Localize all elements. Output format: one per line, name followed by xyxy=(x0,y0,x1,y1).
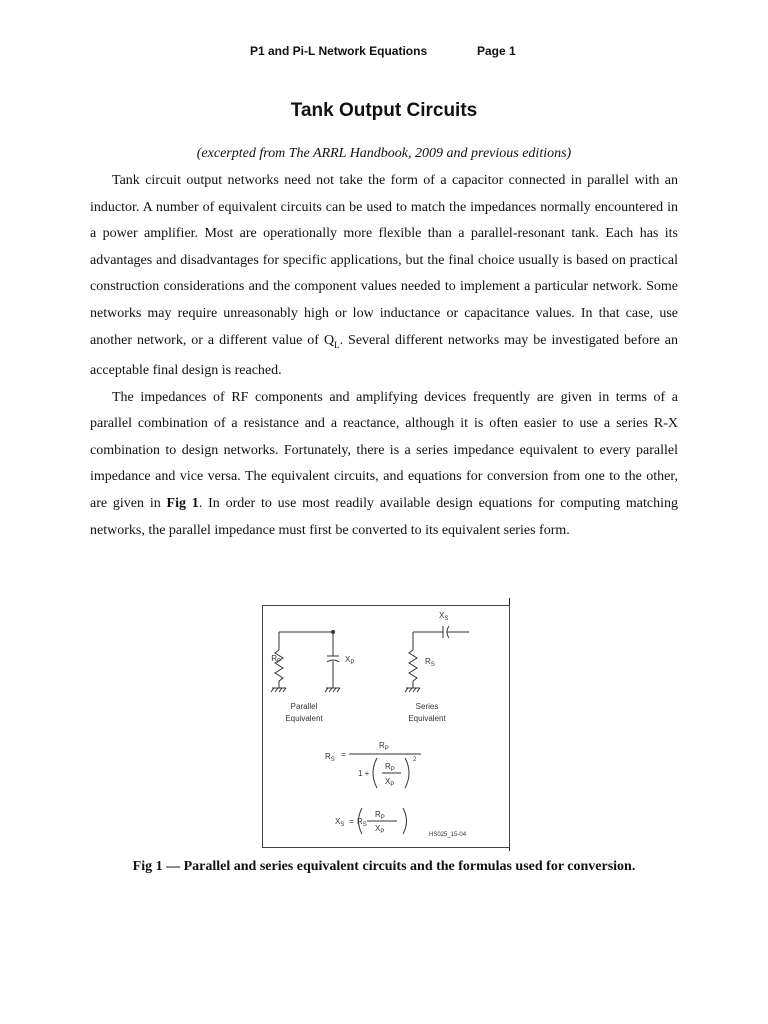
body-text xyxy=(90,168,678,544)
page-header xyxy=(0,44,768,64)
formula2-rs xyxy=(357,817,367,828)
paragraph-2-text: The impedances of RF components and amplifying devices frequently are given in terms of a parallel combination of a resistance and a reactance, although it is often easier to use a series R-X combination to design networks. Fortunately, there is a series impedance equivalent to every parallel impedance and vice versa. The equivalent circuits, and equations for conversion from one to the other, are given in xyxy=(90,389,678,511)
formula2-rs-sub: S xyxy=(362,822,367,828)
paragraph-2-text-after: . In order to use most readily available design equations for computing matching networks, the parallel impedance must first be converted to its equivalent series form. xyxy=(90,495,678,538)
xs-label: $X_S$ xyxy=(439,611,449,622)
circuit-diagram xyxy=(263,606,511,849)
paragraph-1 xyxy=(90,168,678,385)
figure-caption: Fig 1 — Parallel and series equivalent circuits and the formulas used for conversion. xyxy=(132,859,636,874)
formula2-xp: $X_P$ xyxy=(375,824,385,835)
parallel-label-line2: Equivalent xyxy=(285,714,323,723)
formula1-equals: = xyxy=(341,750,346,759)
formula1-one-plus: 1 + xyxy=(358,769,370,778)
xp-label: $X_P$ xyxy=(345,655,355,666)
formula1-rp: $R_P$ xyxy=(385,762,395,773)
header-page-number: Page 1 xyxy=(477,44,516,58)
series-label-line2: Equivalent xyxy=(408,714,446,723)
paragraph-2 xyxy=(90,385,678,545)
parallel-label-line1: Parallel xyxy=(290,702,318,711)
series-label-line1: Series xyxy=(415,702,439,711)
formula1-numerator: $R_P$ xyxy=(379,741,389,752)
formula2-rp: $R_P$ xyxy=(375,810,385,821)
paragraph-1-subscript: L xyxy=(334,339,340,350)
page-subtitle: (excerpted from The ARRL Handbook, 2009 and previous editions) xyxy=(196,146,572,161)
paragraph-1-text-after: . Several different networks may be investigated before an acceptable final design is reached. xyxy=(90,332,678,378)
header-document-title: P1 and Pi-L Network Equations xyxy=(250,44,428,58)
figure-reference: Fig 1 xyxy=(166,495,199,511)
page-title: Tank Output Circuits xyxy=(290,100,478,121)
formula1-xp: $X_P$ xyxy=(385,777,395,788)
paragraph-1-text: Tank circuit output networks need not take the form of a capacitor connected in parallel with an inductor. A number of equivalent circuits can be used to match the impedances normally encountered in a power amplifier. Most are operationally more flexible than a parallel-resonant tank. Each has its advantages and disadvantages for specific applications, but the final choice usually is based on practical construction considerations and the component values needed to implement a particular network. Some networks may require unreasonably high or low inductance or capacitance values. In that case, use another network, or a different value of Q xyxy=(90,173,678,348)
formula1-lhs: $R_S$ xyxy=(325,752,335,763)
figure-id-label: HS025_15-04 xyxy=(429,832,467,838)
junction-dot xyxy=(331,630,335,634)
formula2-equals: = xyxy=(349,817,354,826)
formula2-lhs: $X_S$ xyxy=(335,817,345,828)
formula2-rs-main: R xyxy=(357,817,363,826)
rs-label: $R_S$ xyxy=(425,657,435,668)
figure-1 xyxy=(262,605,510,848)
formula1-square: 2 xyxy=(413,757,417,763)
rp-label: $R_P$ xyxy=(271,654,281,665)
